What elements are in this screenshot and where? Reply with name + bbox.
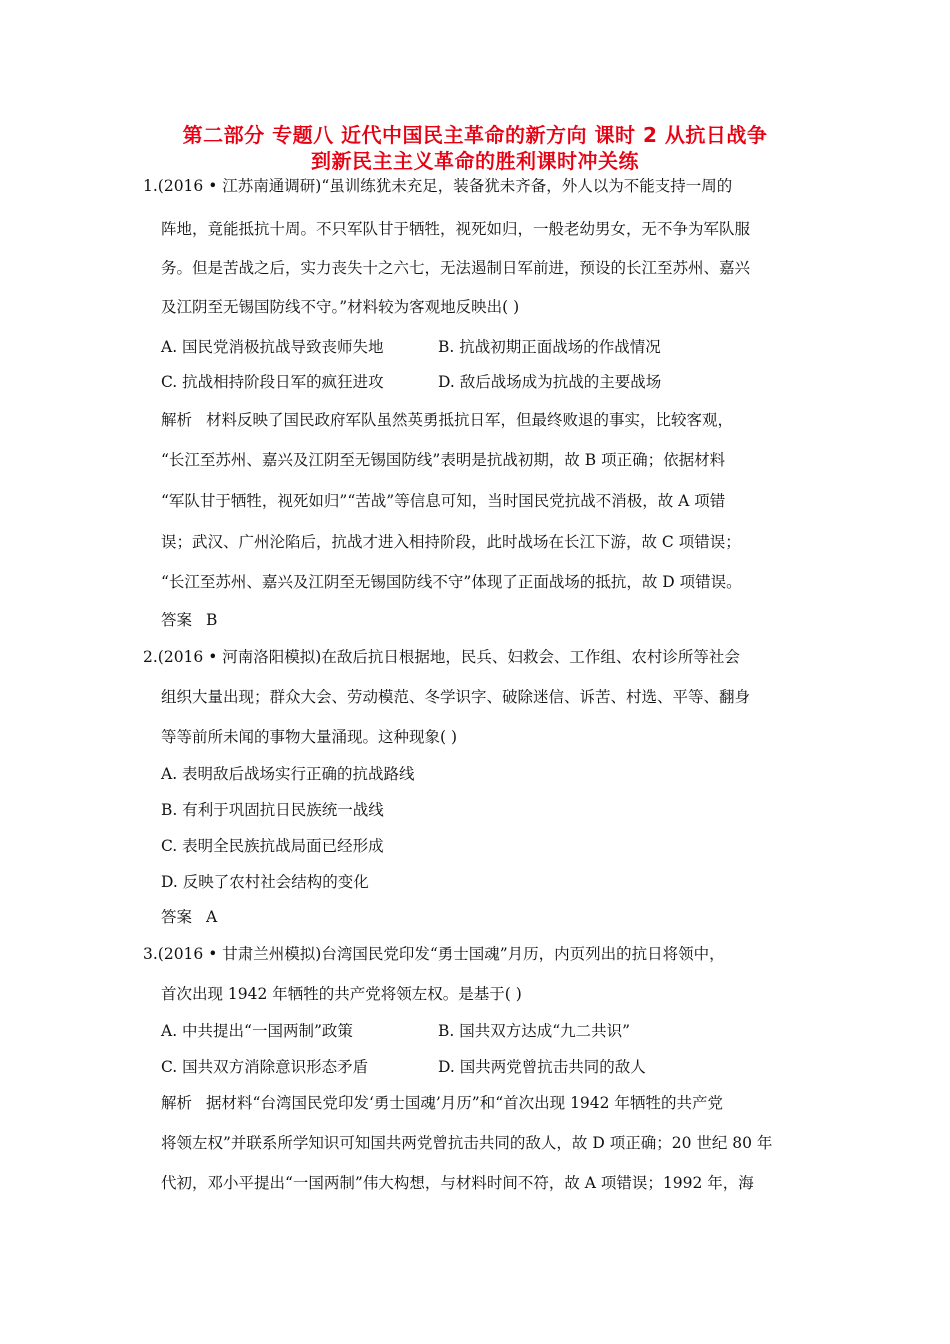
q3-stem-line: 3.(2016 • 甘肃兰州模拟)台湾国民党印发“勇士国魂”月历，内页列出的抗日将领中， <box>143 945 725 963</box>
q1-answer-value: B <box>206 611 218 629</box>
analysis-label: 解析 <box>161 1094 193 1112</box>
q3-analysis-line: 解析 据材料“台湾国民党印发‘勇士国魂’月历”和“首次出现 1942 年牺牲的共产党 <box>161 1094 723 1112</box>
q3-analysis-line: 将领左权”并联系所学知识可知国共两党曾抗击共同的敌人，故 D 项正确；20 世纪 80 年 <box>161 1134 773 1152</box>
q2-option-d: D. 反映了农村社会结构的变化 <box>161 873 369 891</box>
answer-label: 答案 <box>161 611 193 629</box>
q2-stem-line: 等等前所未闻的事物大量涌现。这种现象( ) <box>161 728 458 746</box>
q1-option-a: A. 国民党消极抗战导致丧师失地 <box>161 338 384 356</box>
q2-answer <box>161 906 217 928</box>
q1-option-c: C. 抗战相持阶段日军的疯狂进攻 <box>161 373 384 391</box>
answer-label: 答案 <box>161 908 193 926</box>
q3-option-b: B. 国共双方达成“九二共识” <box>438 1022 631 1040</box>
q1-answer <box>161 609 217 631</box>
analysis-label: 解析 <box>161 411 193 429</box>
q1-analysis-line: 解析 材料反映了国民政府军队虽然英勇抵抗日军，但最终败退的事实，比较客观， <box>161 411 734 429</box>
q1-stem-line: 务。但是苦战之后，实力丧失十之六七，无法遏制日军前进，预设的长江至苏州、嘉兴 <box>161 259 751 277</box>
document-title-line1: 第二部分 专题八 近代中国民主革命的新方向 课时 2 从抗日战争 <box>182 123 768 147</box>
q2-answer-value: A <box>206 908 218 926</box>
q1-stem-line: 1.(2016 • 江苏南通调研)“虽训练犹未充足，装备犹未齐备，外人以为不能支持一周的 <box>143 177 733 195</box>
q2-option-c: C. 表明全民族抗战局面已经形成 <box>161 837 384 855</box>
q3-option-c: C. 国共双方消除意识形态矛盾 <box>161 1058 369 1076</box>
q3-option-a: A. 中共提出“一国两制”政策 <box>161 1022 353 1040</box>
q3-option-d: D. 国共两党曾抗击共同的敌人 <box>438 1058 646 1076</box>
document-title-line2: 到新民主主义革命的胜利课时冲关练 <box>311 149 639 173</box>
q1-analysis-line: “长江至苏州、嘉兴及江阴至无锡国防线不守”体现了正面战场的抵抗，故 D 项错误。 <box>161 573 742 591</box>
q1-option-b: B. 抗战初期正面战场的作战情况 <box>438 338 661 356</box>
q2-option-a: A. 表明敌后战场实行正确的抗战路线 <box>161 765 415 783</box>
q2-stem-line: 组织大量出现；群众大会、劳动模范、冬学识字、破除迷信、诉苦、村选、平等、翻身 <box>161 688 751 706</box>
q2-option-b: B. 有利于巩固抗日民族统一战线 <box>161 801 384 819</box>
q1-analysis-line: “军队甘于牺牲，视死如归”“苦战”等信息可知，当时国民党抗战不消极，故 A 项错 <box>161 492 726 510</box>
q3-analysis-line: 代初，邓小平提出“一国两制”伟大构想，与材料时间不符，故 A 项错误；1992 年，海 <box>161 1174 754 1192</box>
q1-analysis-line: 误；武汉、广州沦陷后，抗战才进入相持阶段，此时战场在长江下游，故 C 项错误； <box>161 533 741 551</box>
q3-stem-line: 首次出现 1942 年牺牲的共产党将领左权。是基于( ) <box>161 985 522 1003</box>
q2-stem-line: 2.(2016 • 河南洛阳模拟)在敌后抗日根据地，民兵、妇救会、工作组、农村诊所等社会 <box>143 648 740 666</box>
q1-option-d: D. 敌后战场成为抗战的主要战场 <box>438 373 662 391</box>
q1-analysis-line: “长江至苏州、嘉兴及江阴至无锡国防线”表明是抗战初期，故 B 项正确；依据材料 <box>161 451 726 469</box>
q1-stem-line: 阵地，竟能抵抗十周。不只军队甘于牺牲，视死如归，一般老幼男女，无不争为军队服 <box>161 220 751 238</box>
q1-stem-line: 及江阴至无锡国防线不守。”材料较为客观地反映出( ) <box>161 298 520 316</box>
